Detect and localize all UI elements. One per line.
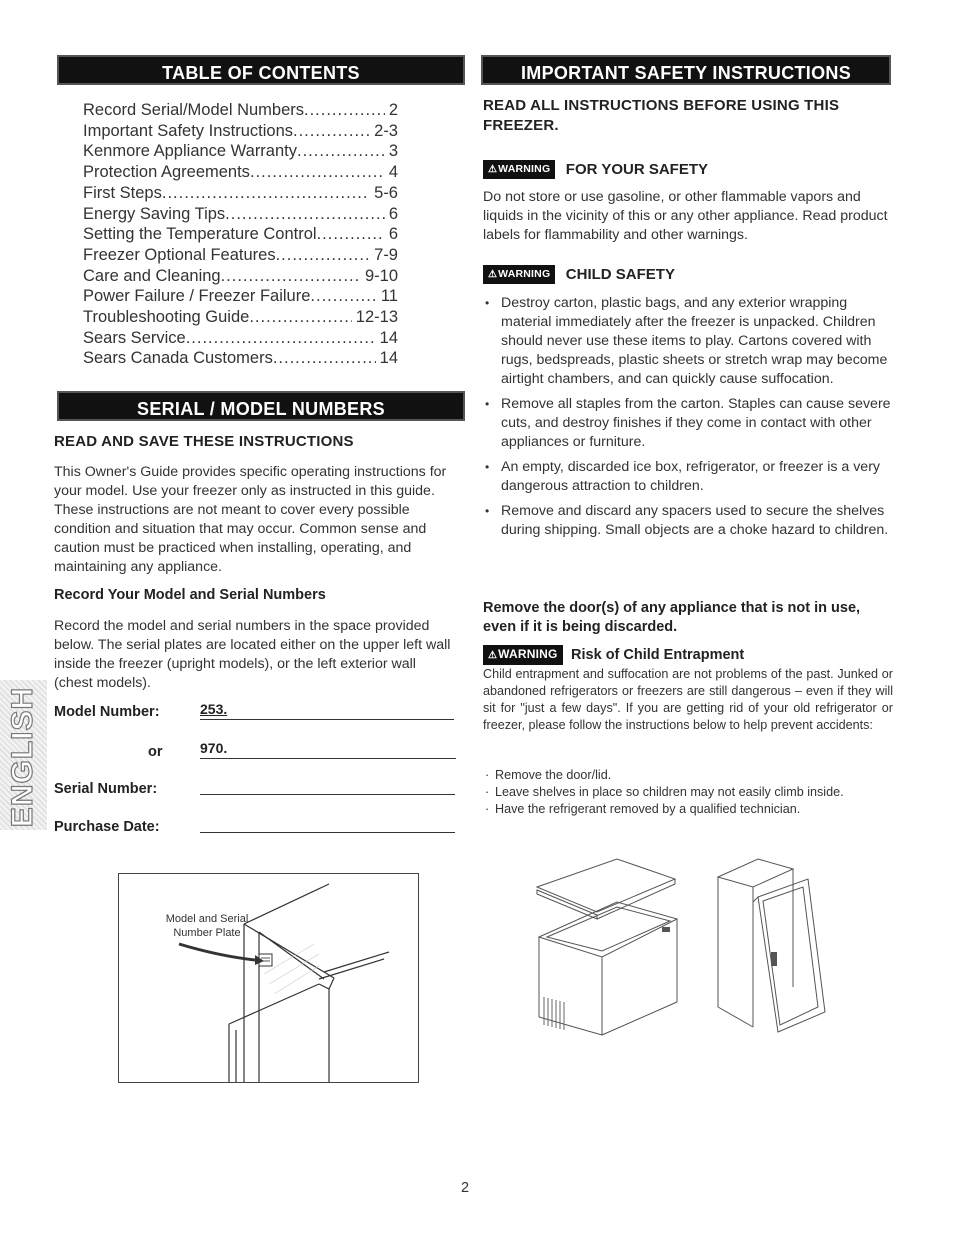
or-label: or <box>148 744 163 760</box>
entrapment-step: · Have the refrigerant removed by a qualified technician. <box>483 801 883 818</box>
toc-item-page: 14 <box>379 328 398 347</box>
toc-item <box>83 307 398 328</box>
page-number: 2 <box>461 1180 470 1196</box>
record-heading: Record Your Model and Serial Numbers <box>54 587 326 603</box>
upright-freezer-illustration <box>713 857 833 1037</box>
warning-badge <box>483 645 563 665</box>
toc-item-page: 6 <box>388 204 398 223</box>
warning-icon: ⚠ <box>488 269 498 280</box>
language-tab <box>0 680 47 830</box>
entrapment-row <box>483 645 744 665</box>
toc-item <box>83 100 398 121</box>
toc-item-page: 4 <box>388 163 398 182</box>
remove-doors-heading: Remove the door(s) of any appliance that is not in use, even if it is being discarded. <box>483 600 861 635</box>
serial-number-label: Serial Number: <box>54 781 158 797</box>
toc-item <box>83 204 398 225</box>
model-number-label: Model Number: <box>54 704 160 720</box>
toc-item <box>83 183 398 204</box>
toc-item <box>83 141 398 162</box>
toc-item-page: 7-9 <box>374 245 398 264</box>
toc-item-title: Freezer Optional Features <box>83 245 276 264</box>
entrapment-step: · Leave shelves in place so children may not easily climb inside. <box>483 784 883 801</box>
toc-item-title: Record Serial/Model Numbers <box>83 101 305 119</box>
serial-plate-illustration <box>118 873 419 1083</box>
toc-leader-dots <box>249 307 351 328</box>
toc-leader-dots <box>273 348 376 369</box>
warning-icon: ⚠ <box>488 164 498 175</box>
toc-item-page: 11 <box>380 287 398 306</box>
toc-item-title: Care and Cleaning <box>83 266 221 285</box>
entrapment-title: Risk of Child Entrapment <box>571 647 745 663</box>
serial-plate-label: Model and Serial Number Plate <box>165 913 249 939</box>
warning-badge-label: WARNING <box>498 268 551 280</box>
toc-leader-dots <box>317 224 385 245</box>
serial-number-field[interactable] <box>200 776 455 795</box>
toc-header: TABLE OF CONTENTS <box>57 55 465 85</box>
toc-item-title: Power Failure / Freezer Failure <box>83 287 311 306</box>
purchase-date-label: Purchase Date: <box>54 819 160 835</box>
warning-badge <box>483 265 555 284</box>
toc-item-title: Troubleshooting Guide <box>83 308 250 327</box>
for-safety-text: Do not store or use gasoline, or other flammable vapors and liquids in the vicinity of this or any other appliance. Read product labels for flammability and other warnings. <box>483 189 888 243</box>
toc-item-page: 5-6 <box>374 183 398 202</box>
toc-leader-dots <box>304 100 385 121</box>
purchase-date-field[interactable] <box>200 814 455 833</box>
warning-icon: ⚠ <box>488 650 498 661</box>
toc-item-title: Kenmore Appliance Warranty <box>83 142 297 161</box>
toc-item-page: 3 <box>388 142 398 161</box>
model-prefix-2: 970. <box>200 740 228 756</box>
toc-leader-dots <box>293 121 370 142</box>
toc-leader-dots <box>162 183 370 204</box>
toc-leader-dots <box>310 286 376 307</box>
toc-item <box>83 286 398 307</box>
for-safety-row <box>483 160 708 179</box>
toc-item <box>83 348 398 369</box>
model-number-row <box>54 704 200 720</box>
child-safety-title: CHILD SAFETY <box>565 266 675 283</box>
toc-item <box>83 224 398 245</box>
toc-item-page: 2 <box>388 101 398 119</box>
for-safety-title: FOR YOUR SAFETY <box>565 161 709 178</box>
record-text: Record the model and serial numbers in the space provided below. The serial plates are located either on the upper left wall inside the freezer (upright models), or the left exterior wall (chest models). <box>54 618 451 691</box>
toc-item-title: Protection Agreements <box>83 163 250 182</box>
safety-header: IMPORTANT SAFETY INSTRUCTIONS <box>481 55 891 85</box>
child-safety-row <box>483 265 675 284</box>
owners-guide-intro: This Owner's Guide provides specific operating instructions for your model. Use your freezer only as instructed in this guide. These instructions are not meant to cover every possible condition and situation that may occur. Common sense and caution must be practiced when installing, operating, and maintaining any appliance. <box>54 464 447 575</box>
toc-item-page: 14 <box>379 349 398 368</box>
toc-item-page: 2-3 <box>374 121 398 140</box>
toc-item-page: 12-13 <box>355 308 398 327</box>
toc-item-title: Important Safety Instructions <box>83 121 294 140</box>
model-number-field-2[interactable] <box>200 740 456 759</box>
child-safety-item: • Destroy carton, plastic bags, and any exterior wrapping material immediately after the freezer is unpacked. Children should never use these items to play. Cartons covered with rugs, bedspreads, plastic sheets or stretch wrap may become airtight chambers, and can quickly cause suffocation. <box>483 294 893 389</box>
toc-item-title: Sears Service <box>83 328 186 347</box>
entrapment-step: · Remove the door/lid. <box>483 767 883 784</box>
toc-leader-dots <box>250 162 385 183</box>
toc-item <box>83 121 398 142</box>
warning-badge <box>483 160 555 179</box>
toc-item-page: 6 <box>388 225 398 244</box>
language-tab-label: ENGLISH <box>6 686 39 828</box>
chest-freezer-illustration <box>527 857 687 1037</box>
warning-badge-label: WARNING <box>498 647 558 661</box>
entrapment-steps <box>483 767 883 818</box>
warning-badge-label: WARNING <box>498 163 551 175</box>
toc-leader-dots <box>297 141 385 162</box>
toc-item <box>83 245 398 266</box>
child-safety-item: • Remove and discard any spacers used to secure the shelves during shipping. Small objects are a choke hazard to children. <box>483 502 893 540</box>
toc-leader-dots <box>276 245 371 266</box>
toc-leader-dots <box>225 204 385 225</box>
serial-header: SERIAL / MODEL NUMBERS <box>57 391 465 421</box>
child-safety-list <box>483 294 893 546</box>
child-safety-item: • An empty, discarded ice box, refrigerator, or freezer is a very dangerous attraction to children. <box>483 458 893 496</box>
toc-item-title: First Steps <box>83 183 162 202</box>
toc-list <box>83 100 398 369</box>
toc-leader-dots <box>186 328 376 349</box>
freezer-corner-drawing <box>119 874 419 1083</box>
toc-leader-dots <box>221 266 361 287</box>
model-number-field-1[interactable] <box>200 701 454 720</box>
read-save-heading: READ AND SAVE THESE INSTRUCTIONS <box>54 433 354 450</box>
toc-item-title: Energy Saving Tips <box>83 204 226 223</box>
toc-item-title: Setting the Temperature Control <box>83 225 317 244</box>
toc-item <box>83 328 398 349</box>
toc-item <box>83 162 398 183</box>
entrapment-text: Child entrapment and suffocation are not problems of the past. Junked or abandoned refrigerators or freezers are still dangerous – even if they will sit for "just a few days". If you are getting rid of your old refrigerator or freezer, please follow the instructions below to help prevent accidents: <box>483 667 893 732</box>
model-prefix-1: 253. <box>200 701 228 717</box>
toc-item-title: Sears Canada Customers <box>83 349 273 368</box>
toc-item-page: 9-10 <box>364 266 398 285</box>
toc-item <box>83 266 398 287</box>
child-safety-item: • Remove all staples from the carton. Staples can cause severe cuts, and destroy finishes if they come in contact with other appliances or furniture. <box>483 395 893 452</box>
read-all-heading: READ ALL INSTRUCTIONS BEFORE USING THIS FREEZER. <box>483 97 840 134</box>
